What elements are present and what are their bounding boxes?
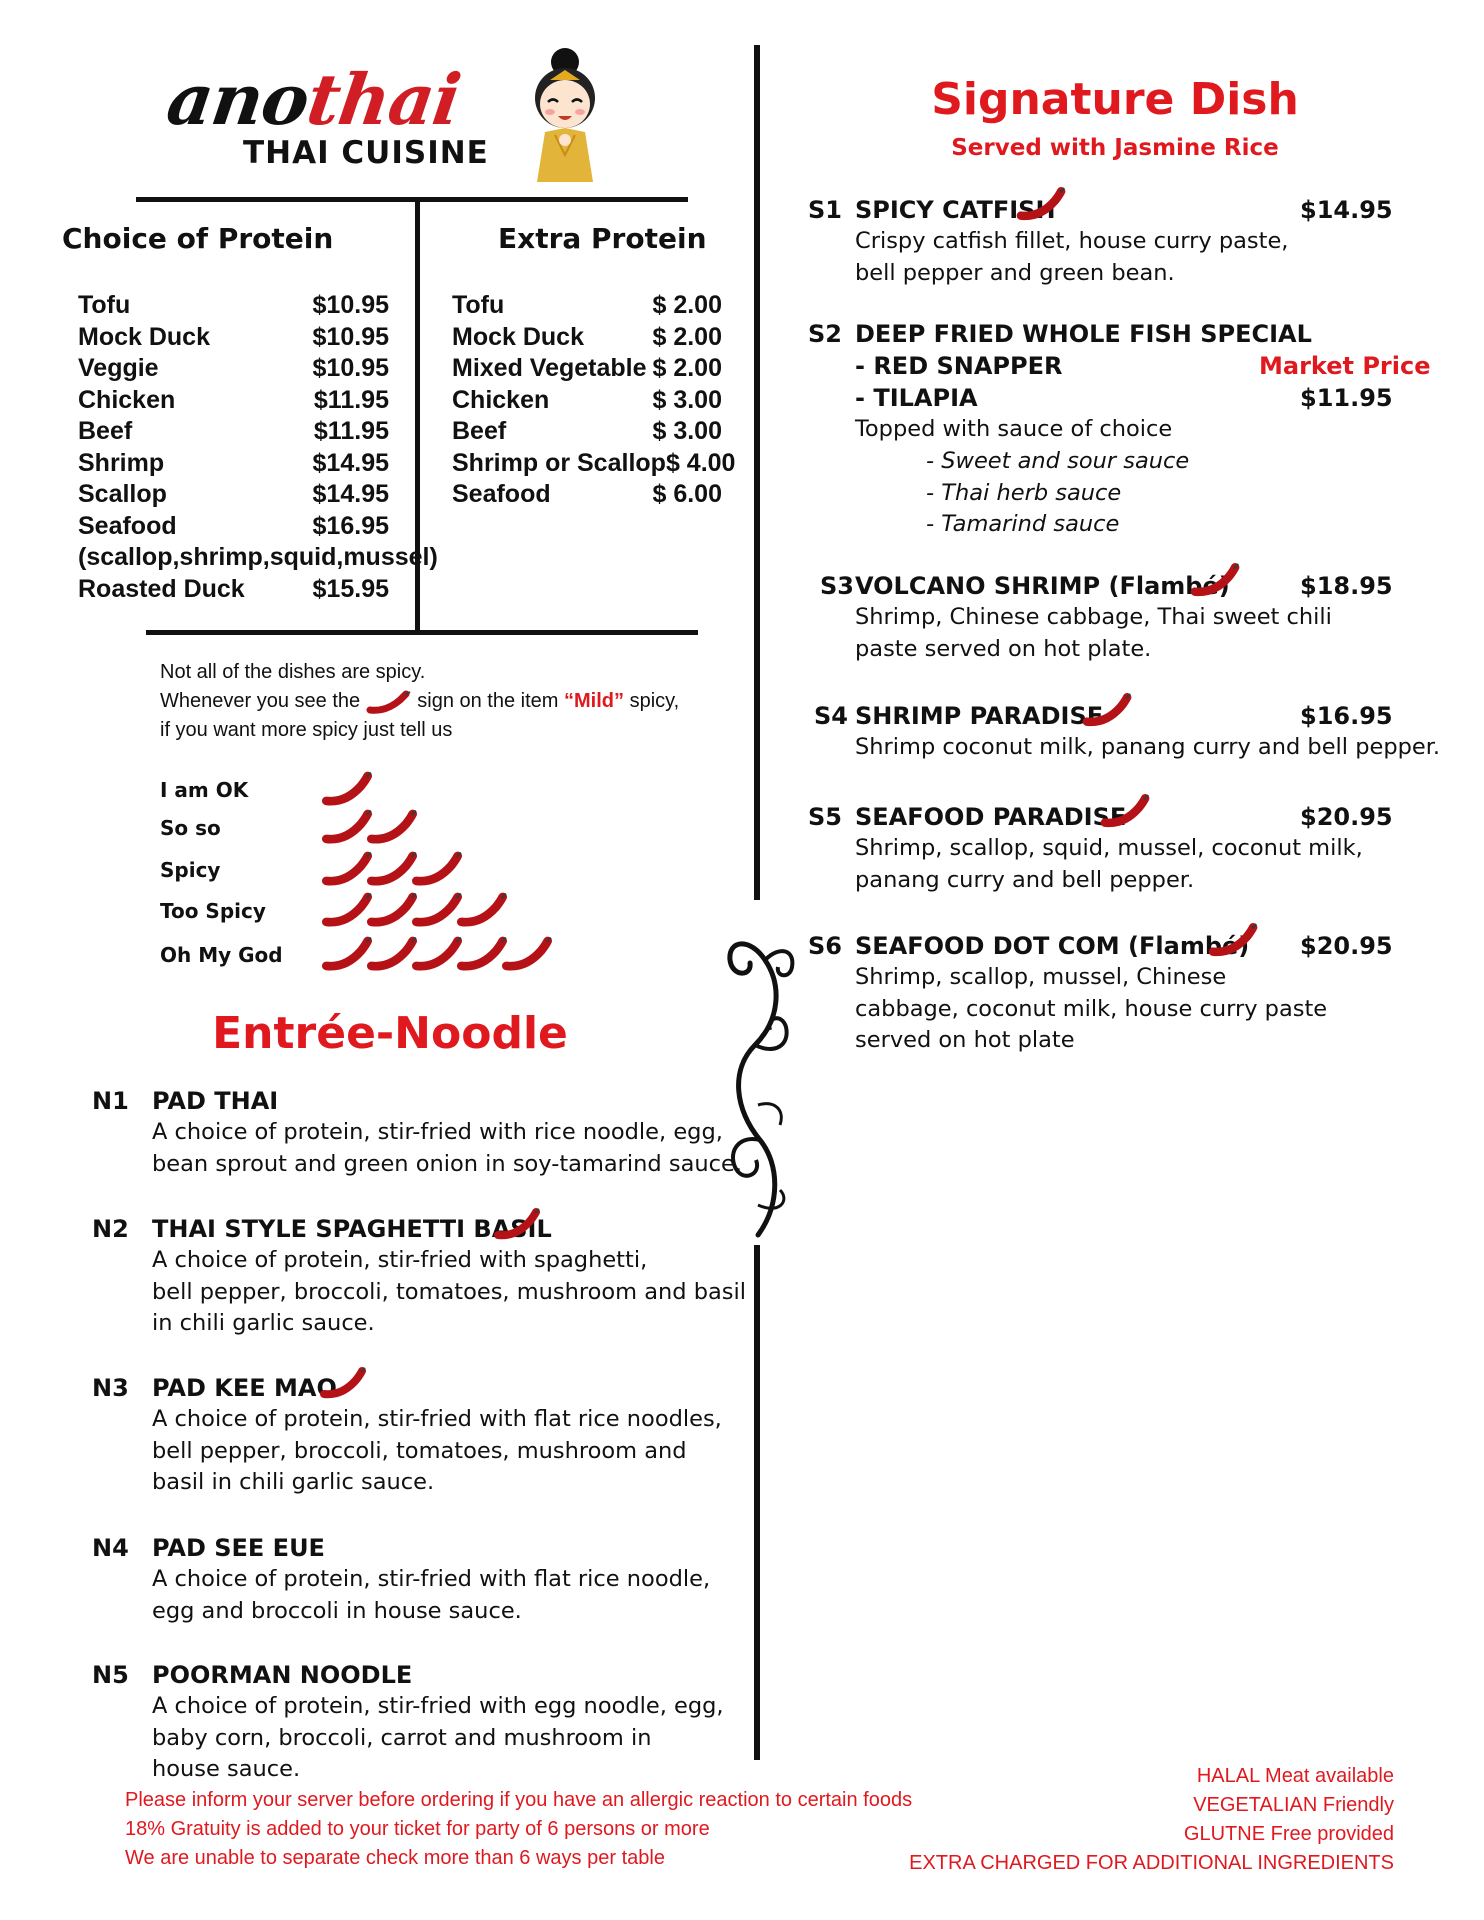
item-code: N2: [92, 1215, 129, 1243]
protein-row: Veggie $10.95: [78, 354, 389, 382]
item-name: SEAFOOD PARADISE: [855, 803, 1127, 831]
sauce-options: - Sweet and sour sauce - Thai herb sauce - Tamarind sauce: [926, 448, 1190, 537]
extra-row: Beef $ 3.00: [452, 417, 722, 445]
protein-row: Shrimp $14.95: [78, 448, 389, 477]
item-name: PAD THAI: [152, 1087, 279, 1115]
chili-icon: [322, 935, 372, 973]
item-code: S6: [808, 932, 842, 960]
item-name: SPICY CATFISH: [855, 196, 1056, 224]
extra-row: Shrimp or Scallop $ 4.00: [452, 448, 736, 477]
choice-protein-list: [78, 290, 438, 605]
item-name: THAI STYLE SPAGHETTI BASIL: [152, 1215, 552, 1243]
item-code: N4: [92, 1534, 129, 1562]
extra-row: Chicken $ 3.00: [452, 385, 722, 414]
item-description: Topped with sauce of choice: [855, 416, 1173, 442]
footer-notice: Please inform your server before ordering if you have an allergic reaction to certain foods 18% Gratuity is added to your ticket for party of 6 persons or more We are unable to separate check more than 6 ways per table: [125, 1789, 913, 1869]
signature-section-subtitle: Served with Jasmine Rice: [951, 135, 1279, 161]
protein-row: Tofu $10.95: [78, 291, 389, 319]
extra-row: Mixed Vegetable $ 2.00: [452, 354, 722, 382]
chili-icon: [322, 808, 372, 846]
signature-section-title: Signature Dish: [931, 74, 1299, 125]
protein-row: Beef $11.95: [78, 417, 389, 445]
footer-dietary-info: HALAL Meat available VEGETALIAN Friendly GLUTNE Free provided EXTRA CHARGED FOR ADDITIONAL INGREDIENTS: [909, 1765, 1394, 1874]
spicy-level-4-label: Too Spicy: [160, 899, 266, 923]
chili-icon: [367, 935, 417, 973]
item-description: A choice of protein, stir-fried with flat rice noodle, egg and broccoli in house sauce.: [152, 1566, 711, 1624]
item-price: Market Price: [1259, 352, 1431, 380]
item-price: $18.95: [1300, 572, 1393, 600]
item-price: $20.95: [1300, 803, 1393, 831]
chili-icon: [367, 891, 417, 929]
protein-box-bottom-rule: [146, 630, 698, 635]
item-code: S3: [820, 572, 854, 600]
protein-row: Mock Duck $10.95: [78, 322, 389, 351]
chili-icon: [457, 891, 507, 929]
item-description: Shrimp coconut milk, panang curry and bell pepper.: [855, 734, 1441, 760]
item-code: S1: [808, 196, 842, 224]
item-price: $20.95: [1300, 932, 1393, 960]
chili-icon: [1016, 186, 1066, 222]
item-name: SEAFOOD DOT COM (Flambé): [855, 932, 1250, 960]
fish-option-red-snapper: - RED SNAPPER: [855, 352, 1063, 380]
item-description: A choice of protein, stir-fried with spaghetti, bell pepper, broccoli, tomatoes, mushroom and basil in chili garlic sauce.: [152, 1247, 747, 1336]
chili-icon: [494, 1207, 540, 1241]
item-description: A choice of protein, stir-fried with flat rice noodles, bell pepper, broccoli, tomatoes, mushroom and basil in chili garlic sauce.: [152, 1406, 722, 1495]
chili-icon: [322, 770, 372, 808]
chili-icon: [322, 850, 372, 888]
chili-icon: [457, 935, 507, 973]
item-description: A choice of protein, stir-fried with rice noodle, egg, bean sprout and green onion in soy-tamarind sauce.: [152, 1119, 742, 1177]
item-description: A choice of protein, stir-fried with egg noodle, egg, baby corn, broccoli, carrot and mushroom in house sauce.: [152, 1693, 724, 1782]
item-name: DEEP FRIED WHOLE FISH SPECIAL: [855, 320, 1312, 348]
extra-row: Mock Duck $ 2.00: [452, 322, 722, 351]
item-name: PAD SEE EUE: [152, 1534, 325, 1562]
mascot-illustration: [520, 40, 610, 190]
extra-protein-title: Extra Protein: [498, 222, 707, 255]
item-price: $11.95: [1300, 384, 1393, 412]
item-price: $14.95: [1300, 196, 1393, 224]
chili-icon: [1082, 692, 1132, 728]
column-divider-top: [754, 45, 760, 900]
chili-icon: [412, 935, 462, 973]
item-name: VOLCANO SHRIMP (Flambé): [855, 572, 1230, 600]
item-code: N3: [92, 1374, 129, 1402]
chili-icon: [412, 850, 462, 888]
spicy-level-3-label: Spicy: [160, 858, 221, 882]
item-code: N1: [92, 1087, 129, 1115]
chili-icon: [1100, 793, 1150, 829]
chili-icon: [320, 1366, 366, 1400]
item-description: Shrimp, scallop, squid, mussel, coconut milk, panang curry and bell pepper.: [855, 835, 1363, 893]
chili-icon: [1208, 922, 1258, 958]
spicy-note: Not all of the dishes are spicy. Whenever you see the sign on the item “Mild” spicy, if you want more spicy just tell us: [160, 661, 680, 741]
item-name: PAD KEE MAO: [152, 1374, 337, 1402]
brand-subtitle: THAI CUISINE: [243, 135, 489, 171]
choice-protein-title: Choice of Protein: [62, 222, 334, 255]
fish-option-tilapia: - TILAPIA: [855, 384, 978, 412]
item-price: $16.95: [1300, 702, 1393, 730]
extra-row: Tofu $ 2.00: [452, 291, 722, 319]
spicy-level-5-label: Oh My God: [160, 943, 283, 967]
chili-icon: [366, 690, 412, 714]
item-name: SHRIMP PARADISE: [855, 702, 1104, 730]
item-code: S5: [808, 803, 842, 831]
chili-icon: [322, 891, 372, 929]
chili-icon: [1190, 562, 1240, 598]
extra-row: Seafood $ 6.00: [452, 480, 722, 508]
chili-icon: [502, 935, 552, 973]
protein-row: Chicken $11.95: [78, 385, 389, 414]
protein-box-top-rule: [136, 197, 688, 202]
protein-row: Seafood $16.95: [78, 511, 389, 540]
protein-row: Roasted Duck $15.95: [78, 574, 389, 603]
item-code: S2: [808, 320, 842, 348]
item-description: Shrimp, scallop, mussel, Chinese cabbage, coconut milk, house curry paste served on hot plate: [855, 964, 1328, 1053]
item-name: POORMAN NOODLE: [152, 1661, 413, 1689]
column-divider-bottom: [754, 1245, 760, 1760]
extra-protein-list: [452, 290, 736, 511]
item-code: S4: [814, 702, 848, 730]
spicy-level-2-label: So so: [160, 816, 221, 840]
protein-row: Scallop $14.95: [78, 480, 389, 508]
flourish-ornament: [720, 905, 800, 1240]
item-code: N5: [92, 1661, 129, 1689]
chili-icon: [367, 808, 417, 846]
seafood-note: (scallop,shrimp,squid,mussel): [78, 543, 438, 571]
item-description: Crispy catfish fillet, house curry paste, bell pepper and green bean.: [855, 228, 1289, 286]
chili-icon: [367, 850, 417, 888]
spicy-level-1-label: I am OK: [160, 778, 249, 802]
noodle-section-title: Entrée-Noodle: [212, 1008, 568, 1059]
chili-icon: [412, 891, 462, 929]
brand-logo: anothai: [162, 58, 465, 141]
item-description: Shrimp, Chinese cabbage, Thai sweet chili paste served on hot plate.: [855, 604, 1332, 662]
